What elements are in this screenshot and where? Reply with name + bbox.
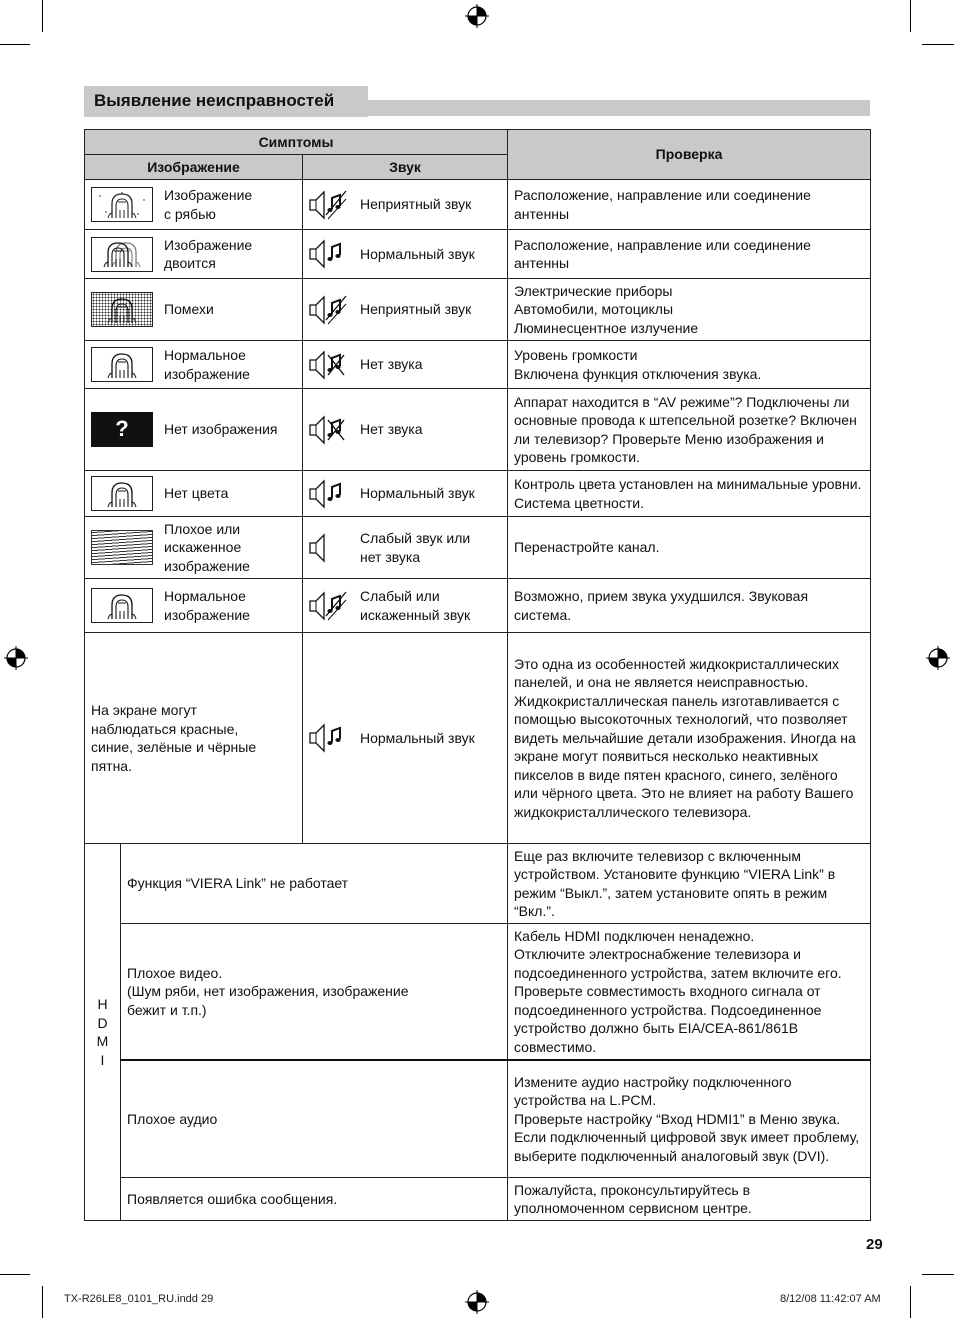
sound-symptom-text: Слабый звук или нет звука	[360, 530, 471, 565]
crop-mark	[922, 44, 954, 45]
check-text: Расположение, направление или соединение антенны	[508, 180, 871, 230]
crop-mark	[910, 1286, 911, 1318]
no-sound-icon	[308, 349, 348, 381]
sound-symptom-text: Нет звука	[360, 356, 423, 373]
check-text: Это одна из особенностей жидкокристаллических панелей, и она не является неисправностью. Жидкокристаллическая панель изготавливается с помощью высокоточных технологий, что позволяет видеть мельчайшие детали изображения. Иногда на экране могут появиться несколько неактивных пикселов в виде пятен красного, синего, зелёного или чёрного цвета. Это не влияет на работу Вашего жидкокристаллического телевизора.	[508, 633, 871, 844]
hdmi-symptom-text: Плохое аудио	[121, 1060, 508, 1178]
image-symptom-text: Нет изображения	[164, 421, 278, 438]
header-tab	[84, 86, 368, 117]
table-row	[85, 924, 871, 1060]
crop-mark	[42, 1286, 43, 1318]
table-row	[85, 230, 871, 279]
normal-sound-icon	[308, 478, 348, 510]
weak-sound-icon	[308, 532, 348, 564]
footer-file: TX-R26LE8_0101_RU.indd 29	[64, 1293, 214, 1305]
image-symptom-text: Нет цвета	[164, 485, 229, 502]
table-row	[85, 1060, 871, 1178]
page-title: Выявление неисправностей	[94, 91, 335, 110]
image-header: Изображение	[85, 155, 303, 180]
table-row	[85, 633, 871, 844]
check-text: Возможно, прием звука ухудшился. Звуковая система.	[508, 579, 871, 633]
check-text: Уровень громкости Включена функция отключения звука.	[508, 341, 871, 389]
check-text: Расположение, направление или соединение антенны	[508, 230, 871, 279]
sound-symptom-text: Нормальный звук	[360, 485, 475, 502]
sound-symptom-text: Неприятный звук	[360, 196, 472, 213]
check-header: Проверка	[508, 130, 871, 180]
check-text: Перенастройте канал.	[508, 517, 871, 579]
registration-mark-icon	[465, 1290, 489, 1314]
crop-mark	[0, 44, 30, 45]
symptoms-header: Симптомы	[85, 130, 508, 155]
table-row	[85, 279, 871, 341]
image-symptom-text: Изображение двоится	[164, 236, 253, 271]
image-symptom-text: На экране могут наблюдаться красные, синие, зелёные и чёрные пятна.	[85, 633, 303, 844]
sound-header: Звук	[303, 155, 508, 180]
table-row	[85, 341, 871, 389]
troubleshooting-table	[84, 129, 871, 844]
no-colour-picture-icon	[91, 476, 153, 511]
table-row	[85, 579, 871, 633]
crop-mark	[910, 0, 911, 32]
snowy-picture-icon	[91, 187, 153, 222]
check-text: Еще раз включите телевизор с включенным устройством. Установите функцию “VIERA Link” в режим “Выкл.”, затем установите опять в режим “Вкл.”.	[508, 844, 871, 924]
normal-picture-icon	[91, 588, 153, 623]
check-text: Аппарат находится в “AV режиме”? Подключены ли основные провода к штепсельной розетке? Включен ли телевизор? Проверьте Меню изображения и уровень громкости.	[508, 389, 871, 471]
ghost-picture-icon	[91, 237, 153, 272]
image-symptom-text: Помехи	[164, 301, 214, 318]
image-symptom-text: Нормальное изображение	[164, 347, 250, 382]
table-row	[85, 471, 871, 517]
hdmi-label: H D M I	[85, 844, 121, 1221]
no-sound-icon	[308, 414, 348, 446]
table-row	[85, 844, 871, 924]
no-picture-icon: ?	[91, 412, 153, 447]
hdmi-symptom-text: Функция “VIERA Link” не работает	[121, 844, 508, 924]
crop-mark	[0, 1274, 30, 1275]
sound-symptom-text: Слабый или искаженный звук	[360, 588, 471, 623]
image-symptom-text: Плохое или искаженное изображение	[164, 520, 250, 574]
registration-mark-icon	[926, 646, 950, 670]
image-symptom-text: Изображение с рябью	[164, 187, 253, 222]
crop-mark	[922, 1274, 954, 1275]
crop-mark	[42, 0, 43, 32]
image-symptom-text: Нормальное изображение	[164, 588, 250, 623]
registration-mark-icon	[4, 646, 28, 670]
distorted-sound-icon	[308, 590, 348, 622]
footer-datetime: 8/12/08 11:42:07 AM	[780, 1293, 881, 1305]
sound-symptom-text: Нет звука	[360, 421, 423, 438]
distorted-sound-icon	[308, 294, 348, 326]
check-text: Пожалуйста, проконсультируйтесь в уполномоченном сервисном центре.	[508, 1178, 871, 1221]
normal-sound-icon	[308, 722, 348, 754]
check-text: Измените аудио настройку подключенного устройства на L.PCM. Проверьте настройку “Вход HDMI1” в Меню звука. Если подключенный цифровой звук имеет проблему, выберите подключенный аналоговый звук (DVI).	[508, 1060, 871, 1178]
sound-symptom-text: Неприятный звук	[360, 301, 472, 318]
table-row	[85, 517, 871, 579]
normal-sound-icon	[308, 238, 348, 270]
sound-symptom-text: Нормальный звук	[360, 245, 475, 262]
hdmi-symptom-text: Появляется ошибка сообщения.	[121, 1178, 508, 1221]
interference-picture-icon	[91, 292, 153, 327]
table-row	[85, 180, 871, 230]
hdmi-table	[84, 843, 871, 1221]
registration-mark-icon	[465, 4, 489, 28]
normal-picture-icon	[91, 347, 153, 382]
check-text: Электрические приборы Автомобили, мотоциклы Люминесцентное излучение	[508, 279, 871, 341]
table-row	[85, 1178, 871, 1221]
hdmi-symptom-text: Плохое видео. (Шум ряби, нет изображения, изображение бежит и т.п.)	[121, 924, 508, 1060]
section-header	[84, 86, 870, 117]
distorted-sound-icon	[308, 189, 348, 221]
check-text: Контроль цвета установлен на минимальные уровни. Система цветности.	[508, 471, 871, 517]
check-text: Кабель HDMI подключен ненадежно. Отключите электроснабжение телевизора и подсоединенного устройства, затем включите его. Проверьте совместимость входного сигнала от подсоединенного устройства. Подсоединенное устройство должно быть EIA/CEA-861/861B совместимо.	[508, 924, 871, 1060]
sound-symptom-text: Нормальный звук	[360, 729, 475, 746]
table-row	[85, 389, 871, 471]
distorted-picture-icon	[91, 530, 153, 565]
page-number: 29	[866, 1236, 883, 1253]
